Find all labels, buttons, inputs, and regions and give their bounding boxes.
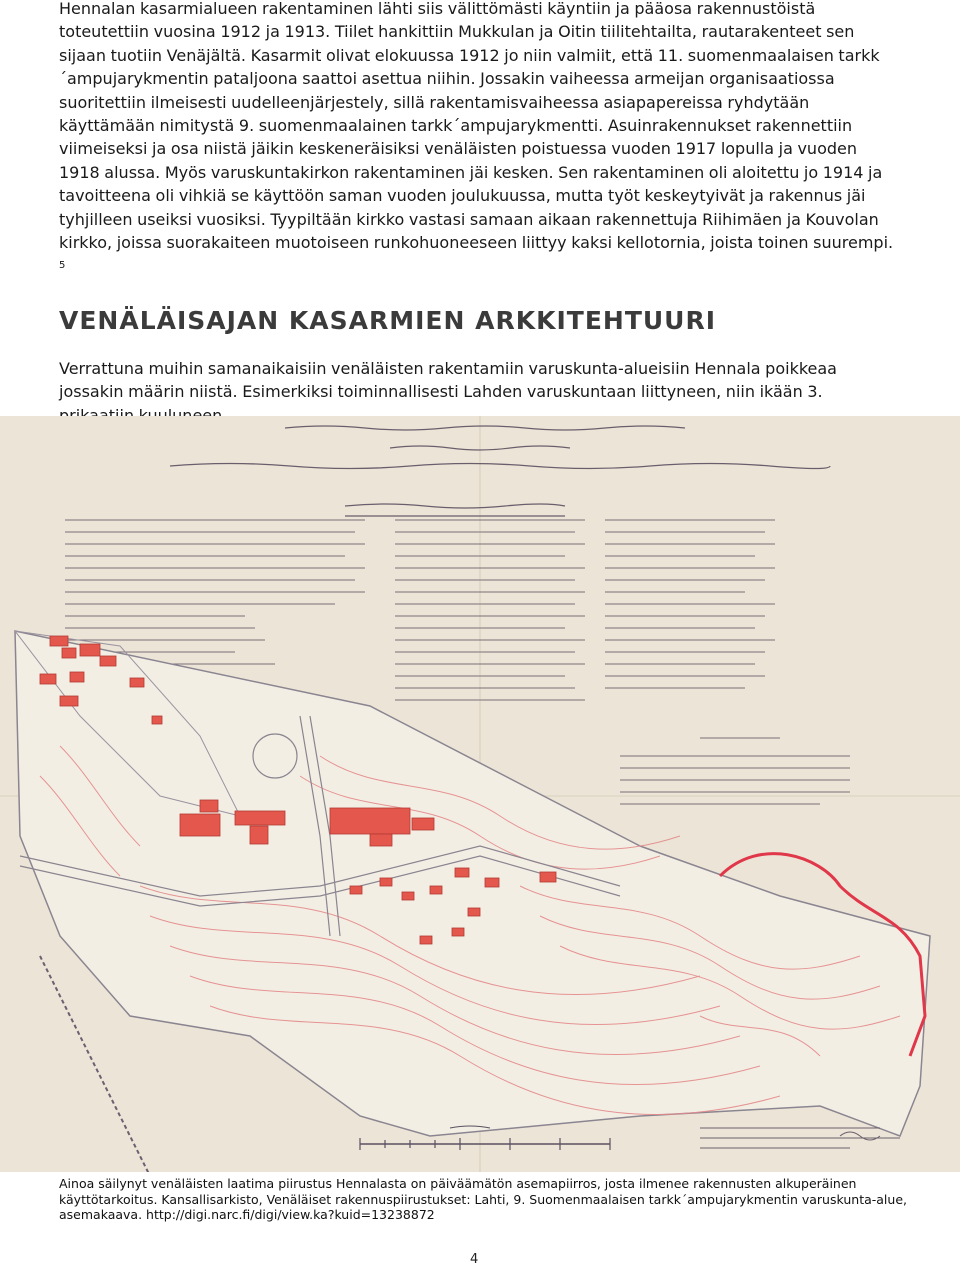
paragraph-1-text: Hennalan kasarmialueen rakentaminen lähti siis välittömästi käyntiin ja pääosa rakennustöistä toteutettiin vuosina 1912 ja 1913. Tiilet hankittiin Mukkulan ja Oitin tiilitehtailta, rautarakenteet sen sijaan tuotiin Venäjältä. Kasarmit olivat elokuussa 1912 jo niin valmiit, että 11. suomenmaalaisen tarkk´ampujarykmentin pataljoona saattoi asettua niihin. Jossakin vaiheessa armeijan organisaatiossa suoritettiin ilmeisesti uudelleenjärjestely, sillä rakentamisvaiheessa asiapapereissa ryhdytään käyttämään nimitystä 9. suomenmaalainen tarkk´ampujarykmentti. Asuinrakennukset rakennettiin viimeiseksi ja osa niistä jäikin keskeneräisiksi venäläisten poistuessa vuoden 1917 lopulla ja vuoden 1918 alussa. Myös varuskuntakirkon rakentaminen jäi kesken. Sen rakentaminen oli aloitettu jo 1914 ja tavoitteena oli vihkiä se käyttöön saman vuoden joulukuussa, mutta työt keskeytyivät ja rakennus jäi tyhjilleen useiksi vuosiksi. Tyypiltään kirkko vastasi samaan aikaan rakennettuja Riihimäen ja Kouvolan kirkko, joissa suorakaiteen muotoiseen runkohuoneeseen liittyy kaksi kellotornia, joista toinen suurempi. <box>59 0 894 253</box>
footnote-reference[interactable]: 5 <box>59 260 66 272</box>
page-number: 4 <box>470 1252 479 1267</box>
section-heading: VENÄLÄISAJAN KASARMIEN ARKKITEHTUURI <box>59 306 717 335</box>
site-plan-image <box>0 416 960 1172</box>
image-caption: Ainoa säilynyt venäläisten laatima piirustus Hennalasta on päiväämätön asemapiirros, josta ilmenee rakennusten alkuperäinen käyttötarkoitus. Kansallisarkisto, Venäläiset rakennuspiirustukset: Lahti, 9. Suomenmaalaisen tarkk´ampujarykmentin varuskunta-alue, asemakaava. http://digi.narc.fi/digi/view.ka?kuid=13238872 <box>59 1176 907 1222</box>
body-paragraph-1 <box>59 0 901 281</box>
body-paragraph-2: Verrattuna muihin samanaikaisiin venäläisten rakentamiin varuskunta-alueisiin Hennala poikkeaa jossakin määrin niistä. Esimerkiksi toiminnallisesti Lahden varuskuntaan liittyneen, niin ikään 3. <box>59 359 837 402</box>
site-plan-drawing <box>0 416 960 1172</box>
